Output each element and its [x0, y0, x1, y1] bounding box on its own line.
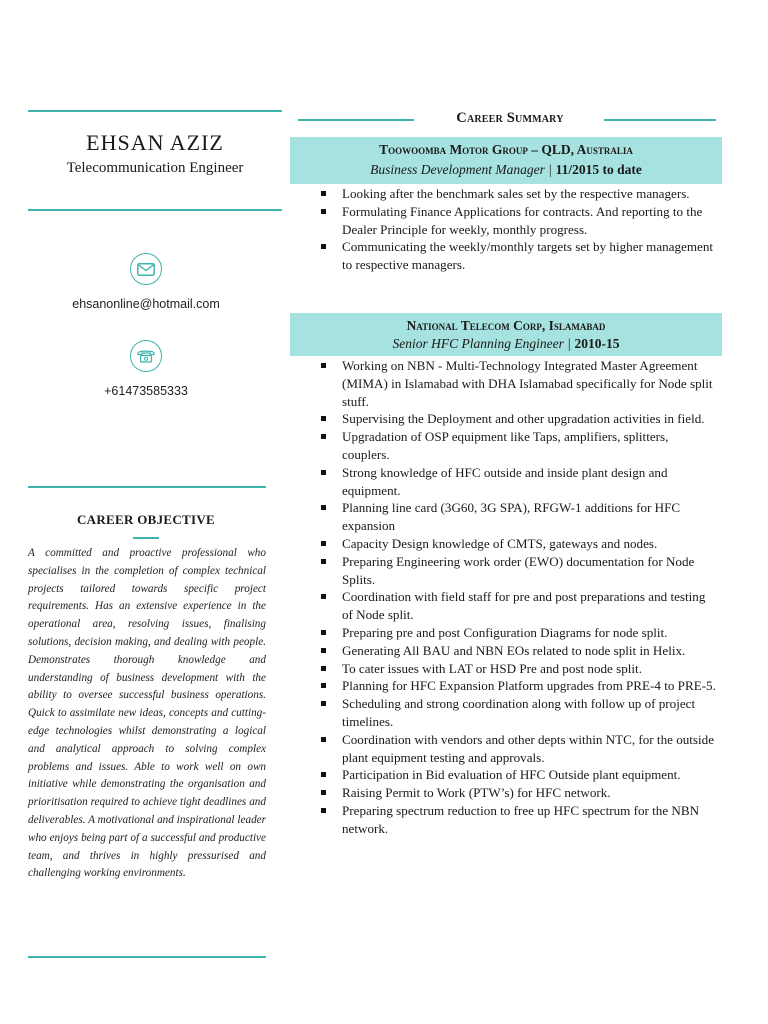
header-top-rule — [28, 110, 282, 112]
duty-bullet: Communicating the weekly/monthly targets set by higher management to respective managers. — [318, 238, 716, 274]
email-link[interactable]: ehsanonline@hotmail.com — [72, 297, 220, 311]
job-dates: 2010-15 — [574, 336, 620, 351]
duty-bullet: Preparing spectrum reduction to free up HFC spectrum for the NBN network. — [318, 802, 716, 838]
duty-bullet: Coordination with field staff for pre and post preparations and testing of Node split. — [318, 588, 716, 624]
duty-bullet: Preparing Engineering work order (EWO) documentation for Node Splits. — [318, 553, 716, 589]
summary-rule-left — [298, 119, 414, 121]
duty-bullet: Scheduling and strong coordination along with follow up of project timelines. — [318, 695, 716, 731]
duty-bullet: Looking after the benchmark sales set by the respective managers. — [318, 185, 716, 203]
candidate-name: EHSAN AZIZ — [86, 130, 224, 155]
duty-bullet: To cater issues with LAT or HSD Pre and post node split. — [318, 660, 716, 678]
career-summary-heading: Career Summary — [456, 110, 564, 126]
job-header-1 — [290, 137, 722, 184]
objective-heading: CAREER OBJECTIVE — [76, 512, 216, 527]
job-dates: 11/2015 to date — [555, 162, 642, 177]
objective-bottom-rule — [28, 956, 266, 958]
duty-bullet: Generating All BAU and NBN EOs related to node split in Helix. — [318, 642, 716, 660]
duty-bullet: Supervising the Deployment and other upgradation activities in field. — [318, 410, 716, 428]
job-role: Business Development Manager — [370, 162, 545, 177]
duty-bullet: Upgradation of OSP equipment like Taps, amplifiers, splitters, couplers. — [318, 428, 716, 464]
job-bullets-1 — [318, 185, 716, 274]
duty-bullet: Capacity Design knowledge of CMTS, gateways and nodes. — [318, 535, 716, 553]
duty-bullet: Strong knowledge of HFC outside and inside plant design and equipment. — [318, 464, 716, 500]
duty-bullet: Raising Permit to Work (PTW’s) for HFC network. — [318, 784, 716, 802]
summary-rule-right — [604, 119, 716, 121]
duty-bullet: Participation in Bid evaluation of HFC Outside plant equipment. — [318, 766, 716, 784]
job-separator: | — [567, 336, 571, 351]
job-role-line — [290, 158, 722, 178]
envelope-icon — [130, 253, 162, 285]
duty-bullet: Formulating Finance Applications for contracts. And reporting to the Dealer Principle for weekly, monthly progress. — [318, 203, 716, 239]
duty-bullet: Planning line card (3G60, 3G SPA), RFGW-1 additions for HFC expansion — [318, 499, 716, 535]
job-role-line — [290, 334, 722, 352]
objective-underline — [133, 537, 159, 539]
objective-text: A committed and proactive professional who specialises in the completion of complex technical projects tailored towards specific project requirements. Has an extensive experience in the operational area, resolving issues, finalising solutions, decision making, and dealing with people. Demonstrates thorough knowledge and understanding of business development with the ability to oversee successful business operations. Quick to assimilate new ideas, concepts and cutting-edge technologies whilst demonstrating a logical and analytical approach to solving complex problems and issues. Able to work well on own initiative while demonstrating the organisation and prioritisation required to achieve tight deadlines and deliverables. A motivational and inspirational leader who enjoys being part of a successful and productive team, and thrives in highly pressurised and challenging working environments. — [28, 547, 266, 880]
job-bullets-2 — [318, 357, 716, 838]
objective-top-rule — [28, 486, 266, 488]
duty-bullet: Planning for HFC Expansion Platform upgrades from PRE-4 to PRE-5. — [318, 677, 716, 695]
job-header-2 — [290, 313, 722, 356]
job-role: Senior HFC Planning Engineer — [392, 336, 564, 351]
job-company: Toowoomba Motor Group – QLD, Australia — [379, 142, 633, 157]
phone-number: +61473585333 — [104, 384, 188, 398]
job-separator: | — [548, 162, 552, 177]
header-bottom-rule — [28, 209, 282, 211]
telephone-icon — [130, 340, 162, 372]
job-company: National Telecom Corp, Islamabad — [406, 318, 606, 333]
candidate-title: Telecommunication Engineer — [66, 160, 244, 176]
duty-bullet: Working on NBN - Multi-Technology Integrated Master Agreement (MIMA) in Islamabad with DHA Islamabad specifically for Node split stuff. — [318, 357, 716, 410]
duty-bullet: Preparing pre and post Configuration Diagrams for node split. — [318, 624, 716, 642]
duty-bullet: Coordination with vendors and other depts within NTC, for the outside plant equipment testing and approvals. — [318, 731, 716, 767]
